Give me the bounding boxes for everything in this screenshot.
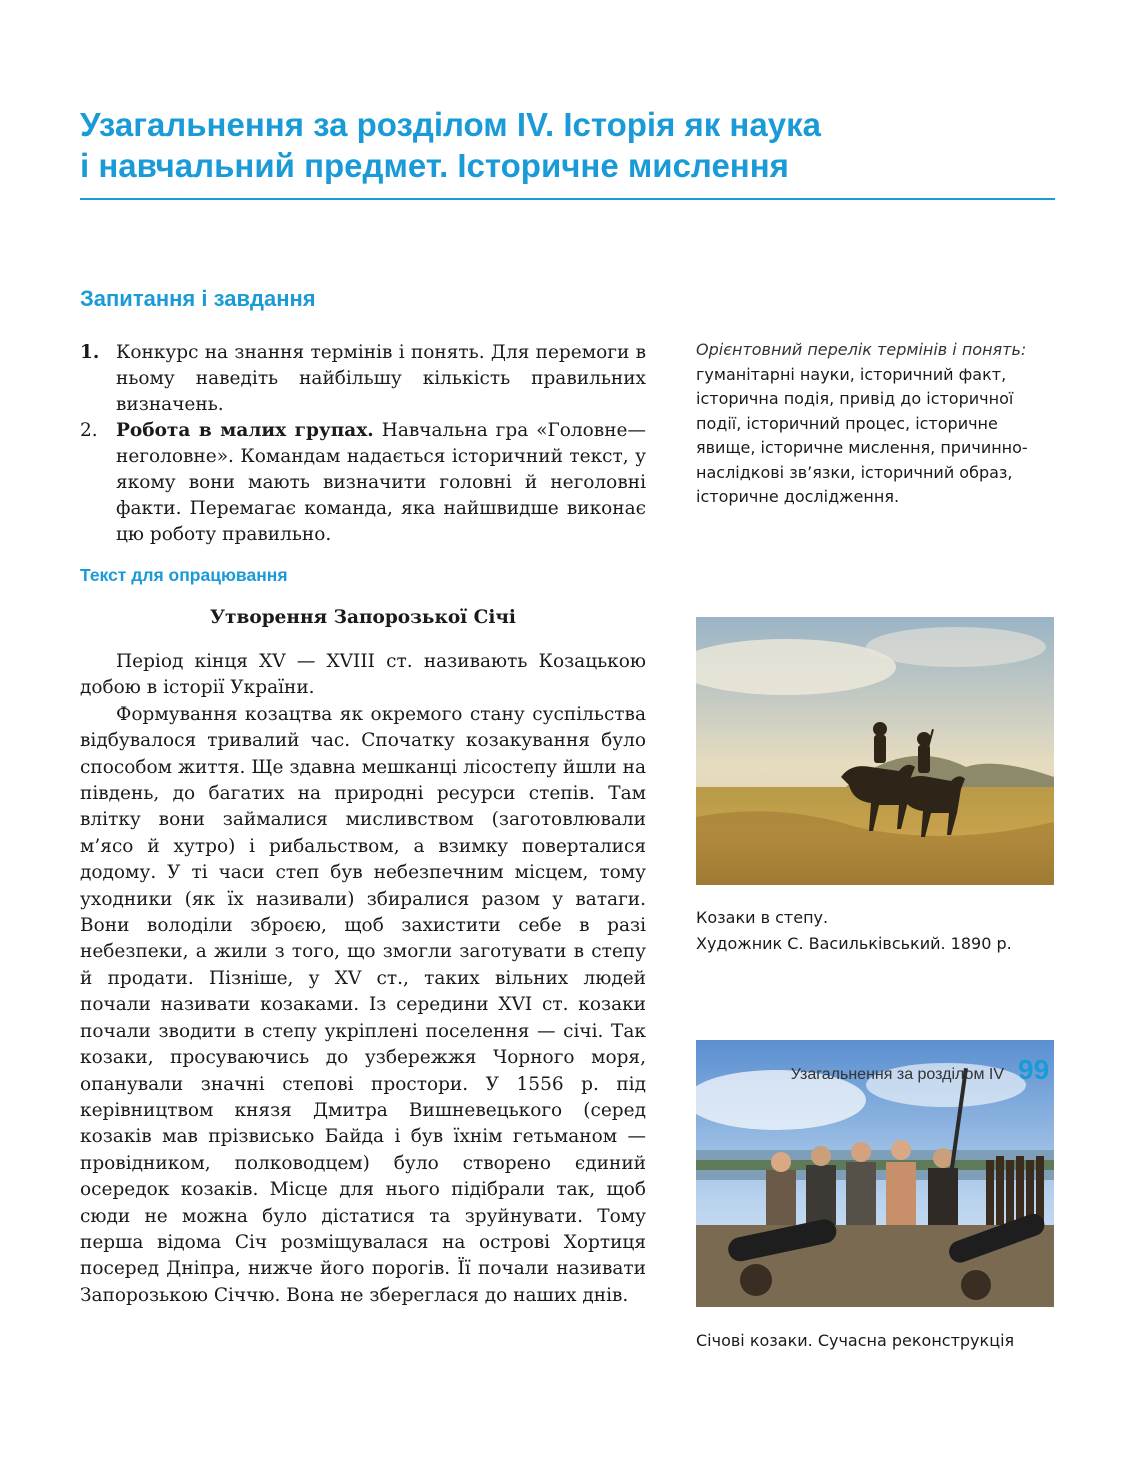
- title-line-1: Узагальнення за розділом IV. Історія як наука: [80, 106, 821, 143]
- page-number: 99: [1018, 1054, 1050, 1085]
- article-paragraph: Формування козацтва як окремого стану суспільства відбувалося тривалий час. Спочатку козакування було способом життя. Ще здавна мешканці лісостепу йшли на південь, до багатих на природні ресурси степів. Там влітку вони займалися мисливством (заготовлювали м’ясо й хутро) і рибальством, а взимку поверталися додому. У ті часи степ був небезпечним місцем, тому уходники (як їх називали) збиралися разом у ватаги. Вони володіли зброєю, щоб захистити себе в разі небезпеки, а жили з того, що змогли заготувати в степу й продати. Пізніше, у XV ст., таких вільних людей почали називати козаками. Із середини XVI ст. козаки почали зводити в степу укріплені поселення — січі. Так козаки, просуваючись до узбережжя Чорного моря, опанували значні степові простори. У 1556 р. під керівництвом князя Дмитра Вишневецького (серед козаків мав прізвисько Байда і був їхнім гетьманом — провідником, полководцем) було створено єдиний осередок козаків. Місце для нього підібрали так, щоб сюди не можна було дістатися та зруйнувати. Тому перша відома Січ розміщувалася на острові Хортиця посеред Дніпра, нижче його порогів. Її почали називати Запорозькою Січчю. Вона не збереглася до наших днів.: [80, 703, 646, 1306]
- article-body: [80, 649, 646, 1309]
- task-number: 2.: [80, 420, 98, 441]
- task-number: 1.: [80, 342, 100, 363]
- figure-caption: [696, 905, 1058, 957]
- article-title: Утворення Запорозької Січі: [210, 607, 516, 628]
- figure-caption: [696, 1328, 1058, 1354]
- terms-label: Орієнтовний перелік термінів і понять:: [696, 340, 1027, 359]
- cossacks-in-steppe-painting: [696, 617, 1054, 885]
- article-paragraph: Період кінця XV — XVIII ст. називають Козацькою добою в історії України.: [80, 651, 646, 699]
- task-list: [80, 340, 646, 548]
- terms-list: гуманітарні науки, історичний факт, історична подія, привід до історичної події, історичний процес, історичне явище, історичне мислення, причинно-наслідкові зв’язки, історичний образ, історичне дослідження.: [696, 364, 1028, 506]
- task-item: [80, 340, 646, 418]
- painting-illustration: [696, 617, 1054, 885]
- caption-line: Козаки в степу.: [696, 908, 829, 927]
- page-title: [80, 104, 1060, 186]
- terms-sidebar: [696, 338, 1058, 510]
- questions-heading: Запитання і завдання: [80, 286, 316, 311]
- running-footer: Узагальнення за розділом IV: [790, 1066, 1004, 1083]
- caption-line: Художник С. Васильківський. 1890 р.: [696, 934, 1012, 953]
- caption-line: Січові козаки. Сучасна реконструкція: [696, 1331, 1015, 1350]
- title-divider: [80, 198, 1055, 200]
- task-text: Конкурс на знання термінів і понять. Для перемоги в ньому наведіть найбільшу кількість правильних визначень.: [116, 342, 646, 415]
- reading-heading: Текст для опрацювання: [80, 565, 288, 585]
- task-text: Навчальна гра «Головне—неголовне». Командам надається історичний текст, у якому вони мають визначити головні й неголовні факти. Перемагає команда, яка найшвидше виконає цю роботу правильно.: [116, 420, 646, 545]
- task-bold-lead: Робота в малих групах.: [116, 420, 374, 441]
- title-line-2: і навчальний предмет. Історичне мислення: [80, 147, 789, 184]
- task-item: [80, 418, 646, 548]
